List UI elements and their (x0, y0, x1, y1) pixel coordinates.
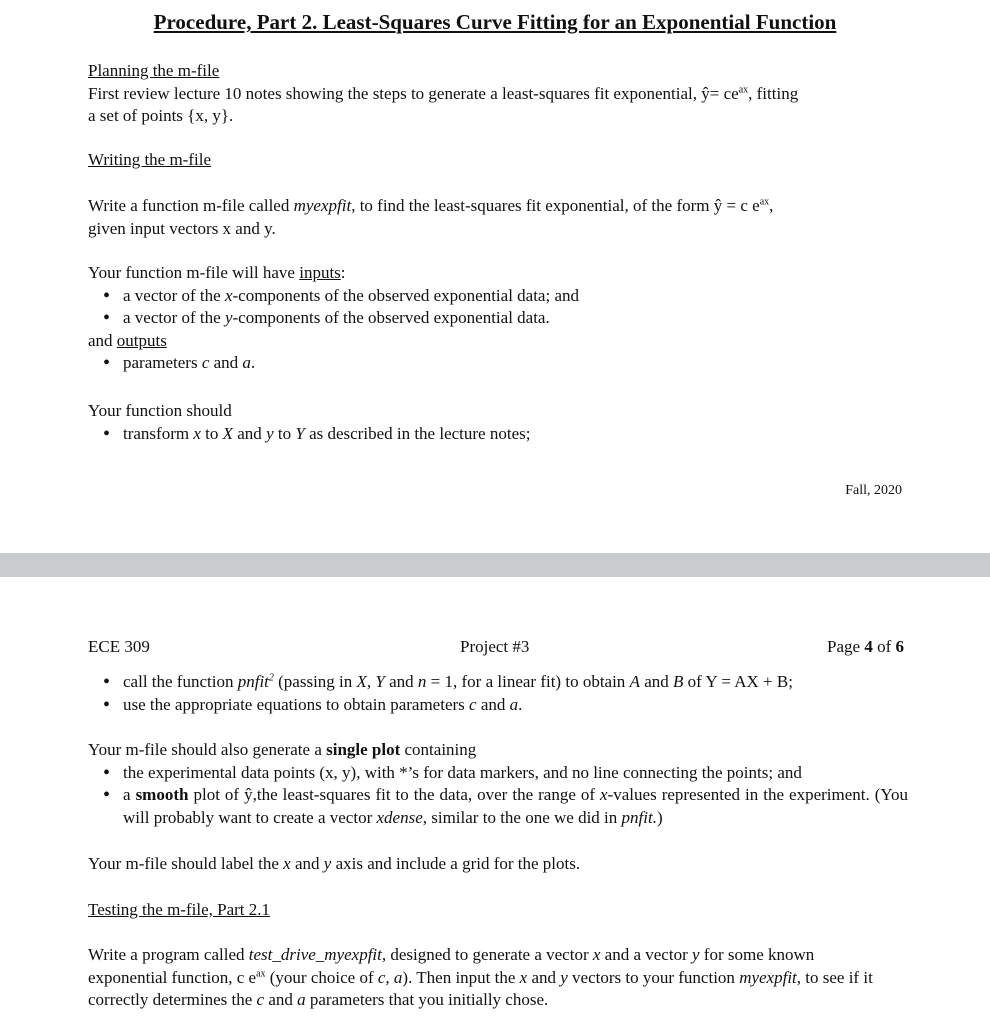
label-paragraph: Your m-file should label the x and y axis and include a grid for the plots. (88, 854, 581, 873)
footer-date: Fall, 2020 (845, 483, 902, 498)
page-number: Page 4 of 6 (827, 637, 904, 656)
section-title: Procedure, Part 2. Least-Squares Curve Fitting for an Exponential Function (153, 10, 837, 34)
project-label: Project #3 (460, 637, 530, 656)
list-item: • a smooth plot of ŷ,the least-squares fit to the data, over the range of x-values represented in the experiment. (You will probably want to create a vector xdense, similar to the one we did in pnfit.) (88, 784, 908, 829)
list-item: • a vector of the y-components of the observed exponential data. (88, 307, 908, 330)
testing-paragraph: Write a program called test_drive_myexpfit, designed to generate a vector x and a vector y for some known exponential function, c $e^{ax}$ (your choice of c, a). Then input the x and y vectors to your function myexpfit, to see if it correctly determines the c and a parameters that you initially chose. (88, 945, 873, 1009)
steps-list (88, 671, 908, 716)
inputs-list (88, 285, 908, 330)
inputs-section: Your function m-file will have inputs: • a vector of the x-components of the observed exponential data; and • a vector of the y-components of the observed exponential data. and outputs • parameters c and a. (88, 262, 908, 375)
list-item: • the experimental data points (x, y), with *’s for data markers, and no line connecting the points; and (88, 762, 908, 785)
list-item: • use the appropriate equations to obtain parameters c and a. (88, 694, 908, 717)
course-label: ECE 309 (88, 637, 150, 656)
list-item: • call the function pnfit$^2$ (passing in X, Y and n = 1, for a linear fit) to obtain A and B of Y = AX + B; (88, 671, 908, 694)
planning-section (88, 60, 908, 128)
planning-text: First review lecture 10 notes showing the steps to generate a least-squares fit exponential, ŷ= $ce^{ax}$, fitting (88, 83, 799, 103)
planning-heading: Planning the m-file (88, 61, 220, 80)
function-name: myexpfit (293, 196, 352, 215)
plot-section: Your m-file should also generate a single plot containing • the experimental data points (x, y), with *’s for data markers, and no line connecting the points; and • a smooth plot of ŷ,the least-squares fit to the data, over the range of x-values represented in the experiment. (You will probably want to create a vector xdense, similar to the one we did in pnfit.) (88, 739, 908, 829)
writing-section (88, 149, 908, 172)
list-item: • parameters c and a. (88, 352, 908, 375)
testing-heading: Testing the m-file, Part 2.1 (88, 900, 270, 919)
page-separator (0, 553, 990, 577)
planning-text-line2: a set of points {x, y}. (88, 106, 234, 125)
page-header (88, 636, 904, 658)
list-item: • transform x to X and y to Y as described in the lecture notes; (88, 423, 908, 446)
writing-paragraph: Write a function m-file called myexpfit, to find the least-squares fit exponential, of the form ŷ = c $e^{ax}$, given input vectors x and y. (88, 196, 774, 238)
writing-heading: Writing the m-file (88, 150, 212, 169)
should-section: Your function should • transform x to X and y to Y as described in the lecture notes; (88, 400, 908, 445)
list-item: • a vector of the x-components of the observed exponential data; and (88, 285, 908, 308)
outputs-list (88, 352, 908, 375)
